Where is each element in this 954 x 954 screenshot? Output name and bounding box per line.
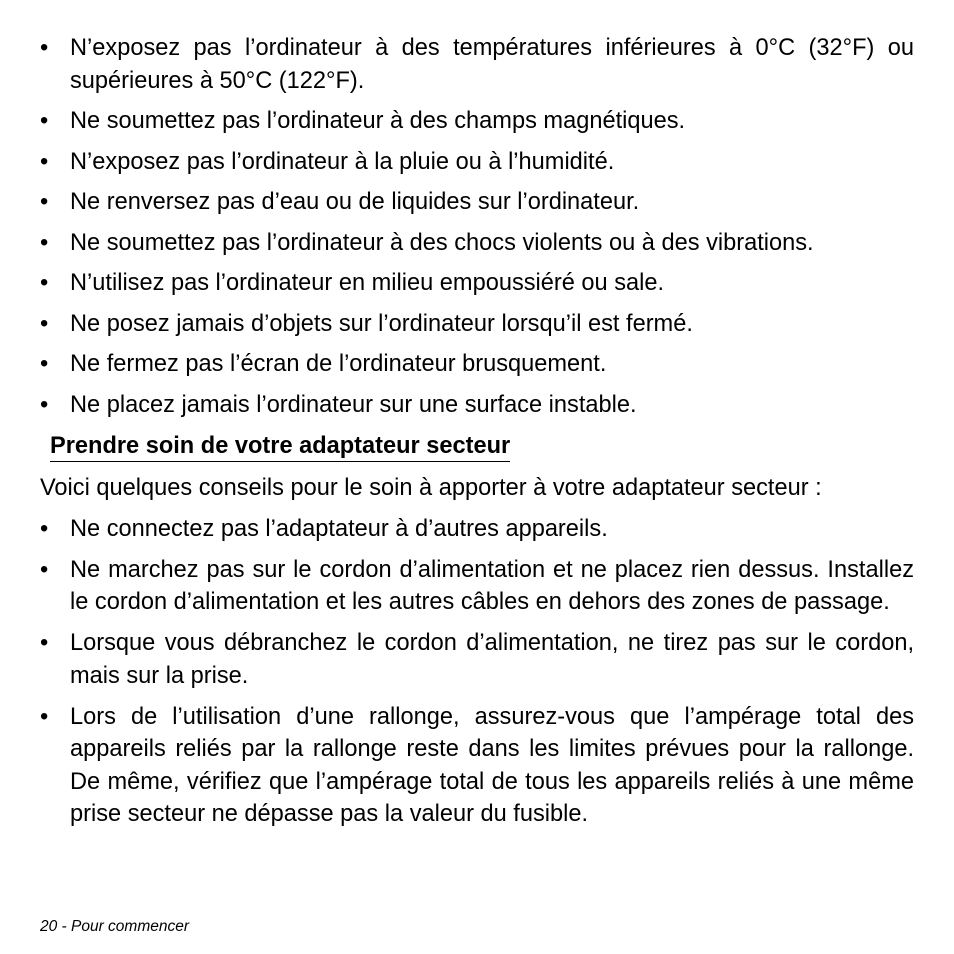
- list-item-text: Ne connectez pas l’adaptateur à d’autres appareils.: [70, 515, 608, 542]
- bullet-marker: •: [40, 189, 49, 215]
- list-item-text: Ne posez jamais d’objets sur l’ordinateur lorsqu’il est fermé.: [70, 310, 693, 337]
- bullet-marker: •: [40, 310, 49, 337]
- bullet-marker: •: [40, 270, 49, 296]
- list-item-text: N’exposez pas l’ordinateur à la pluie ou à l’humidité.: [70, 148, 615, 175]
- list-item-text: Ne soumettez pas l’ordinateur à des champs magnétiques.: [70, 108, 686, 134]
- list-item-text: Ne renversez pas d’eau ou de liquides sur l’ordinateur.: [70, 189, 640, 215]
- bullet-marker: •: [40, 35, 49, 61]
- bullet-marker: •: [40, 556, 49, 583]
- list-item: [40, 308, 914, 341]
- bullet-marker: •: [40, 515, 49, 542]
- list-item: [40, 186, 914, 219]
- list-item: [40, 627, 914, 692]
- list-item-text: N’utilisez pas l’ordinateur en milieu empoussiéré ou sale.: [70, 270, 665, 296]
- bullet-marker: •: [40, 148, 49, 175]
- bullet-marker: •: [40, 108, 49, 134]
- list-item-text: N’exposez pas l’ordinateur à des températures inférieures à 0°C (32°F) ou supérieures à 50°C (122°F).: [70, 35, 914, 94]
- adapter-bullet-list: [40, 513, 914, 831]
- list-item: [40, 701, 914, 831]
- list-item-text: Lors de l’utilisation d’une rallonge, assurez-vous que l’ampérage total des appareils reliés par la rallonge reste dans les limites prévues pour la rallonge. De même, vérifiez que l’ampérage total de tous les appareils reliés à une même prise secteur ne dépasse pas la valeur du fusible.: [70, 703, 914, 827]
- list-item: [40, 267, 914, 300]
- list-item-text: Ne placez jamais l’ordinateur sur une surface instable.: [70, 391, 637, 418]
- care-bullet-list: [40, 32, 914, 421]
- list-item: [40, 554, 914, 619]
- page-footer: 20 - Pour commencer: [40, 918, 190, 935]
- section-heading: Prendre soin de votre adaptateur secteur: [50, 431, 510, 462]
- list-item: [40, 227, 914, 260]
- list-item: [40, 32, 914, 97]
- bullet-marker: •: [40, 391, 49, 418]
- list-item: [40, 146, 914, 179]
- list-item-text: Ne marchez pas sur le cordon d’alimentation et ne placez rien dessus. Installez le cordon d’alimentation et les autres câbles en dehors des zones de passage.: [70, 556, 914, 615]
- list-item-text: Ne soumettez pas l’ordinateur à des chocs violents ou à des vibrations.: [70, 229, 814, 256]
- list-item: [40, 348, 914, 381]
- list-item-text: Lorsque vous débranchez le cordon d’alimentation, ne tirez pas sur le cordon, mais sur la prise.: [70, 630, 914, 689]
- bullet-marker: •: [40, 229, 49, 256]
- bullet-marker: •: [40, 351, 49, 377]
- bullet-marker: •: [40, 703, 49, 730]
- list-item: [40, 389, 914, 422]
- list-item: [40, 513, 914, 546]
- list-item: [40, 105, 914, 138]
- bullet-marker: •: [40, 630, 49, 656]
- list-item-text: Ne fermez pas l’écran de l’ordinateur brusquement.: [70, 351, 607, 377]
- section-intro: Voici quelques conseils pour le soin à apporter à votre adaptateur secteur :: [40, 475, 822, 501]
- document-page: [40, 32, 914, 831]
